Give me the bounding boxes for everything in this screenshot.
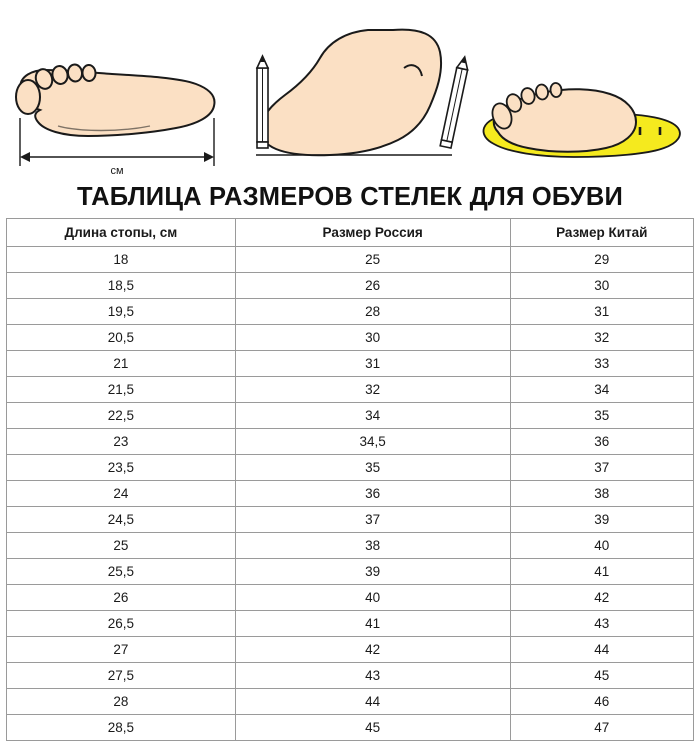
table-cell: 38 <box>510 481 693 507</box>
table-row <box>7 611 694 637</box>
foot-side-view-with-pencils <box>256 30 470 156</box>
table-cell: 31 <box>235 351 510 377</box>
pencil-right-icon <box>440 56 470 148</box>
column-header-russia-size: Размер Россия <box>235 219 510 247</box>
table-cell: 28 <box>235 299 510 325</box>
table-cell: 47 <box>510 715 693 741</box>
table-row <box>7 429 694 455</box>
table-cell: 25,5 <box>7 559 236 585</box>
size-table-container <box>0 218 700 741</box>
table-cell: 20,5 <box>7 325 236 351</box>
table-cell: 43 <box>510 611 693 637</box>
table-row <box>7 377 694 403</box>
pencil-left-icon <box>257 56 268 148</box>
table-cell: 27 <box>7 637 236 663</box>
table-cell: 40 <box>510 533 693 559</box>
table-header <box>7 219 694 247</box>
table-cell: 28 <box>7 689 236 715</box>
table-row <box>7 715 694 741</box>
table-cell: 42 <box>510 585 693 611</box>
table-cell: 31 <box>510 299 693 325</box>
column-header-china-size: Размер Китай <box>510 219 693 247</box>
table-cell: 33 <box>510 351 693 377</box>
table-cell: 34,5 <box>235 429 510 455</box>
table-row <box>7 533 694 559</box>
table-header-row <box>7 219 694 247</box>
table-row <box>7 507 694 533</box>
table-row <box>7 325 694 351</box>
table-cell: 26 <box>235 273 510 299</box>
table-cell: 36 <box>510 429 693 455</box>
table-row <box>7 663 694 689</box>
table-cell: 25 <box>7 533 236 559</box>
table-cell: 35 <box>235 455 510 481</box>
table-row <box>7 247 694 273</box>
table-cell: 29 <box>510 247 693 273</box>
table-cell: 43 <box>235 663 510 689</box>
table-cell: 41 <box>235 611 510 637</box>
table-cell: 39 <box>235 559 510 585</box>
table-cell: 23 <box>7 429 236 455</box>
table-cell: 46 <box>510 689 693 715</box>
table-cell: 37 <box>235 507 510 533</box>
table-row <box>7 299 694 325</box>
table-cell: 34 <box>510 377 693 403</box>
column-header-foot-length: Длина стопы, см <box>7 219 236 247</box>
table-row <box>7 351 694 377</box>
table-cell: 18,5 <box>7 273 236 299</box>
table-cell: 30 <box>510 273 693 299</box>
table-cell: 38 <box>235 533 510 559</box>
table-row <box>7 481 694 507</box>
table-cell: 21 <box>7 351 236 377</box>
page-title: ТАБЛИЦА РАЗМЕРОВ СТЕЛЕК ДЛЯ ОБУВИ <box>77 183 623 211</box>
table-row <box>7 403 694 429</box>
table-cell: 25 <box>235 247 510 273</box>
table-cell: 24,5 <box>7 507 236 533</box>
table-cell: 32 <box>235 377 510 403</box>
table-cell: 36 <box>235 481 510 507</box>
footprint-top-view <box>16 64 214 177</box>
table-row <box>7 689 694 715</box>
table-row <box>7 559 694 585</box>
table-cell: 35 <box>510 403 693 429</box>
table-cell: 24 <box>7 481 236 507</box>
ruler-label: см <box>110 165 124 177</box>
table-cell: 44 <box>235 689 510 715</box>
table-cell: 26 <box>7 585 236 611</box>
table-cell: 26,5 <box>7 611 236 637</box>
table-cell: 23,5 <box>7 455 236 481</box>
table-cell: 37 <box>510 455 693 481</box>
table-cell: 34 <box>235 403 510 429</box>
table-row <box>7 455 694 481</box>
table-row <box>7 273 694 299</box>
table-cell: 32 <box>510 325 693 351</box>
table-row <box>7 637 694 663</box>
table-cell: 41 <box>510 559 693 585</box>
table-cell: 40 <box>235 585 510 611</box>
table-cell: 27,5 <box>7 663 236 689</box>
table-cell: 18 <box>7 247 236 273</box>
table-body <box>7 247 694 741</box>
illustration-band <box>0 0 700 182</box>
table-cell: 30 <box>235 325 510 351</box>
table-cell: 28,5 <box>7 715 236 741</box>
table-row <box>7 585 694 611</box>
size-table <box>6 218 694 741</box>
table-cell: 45 <box>510 663 693 689</box>
table-cell: 42 <box>235 637 510 663</box>
table-cell: 45 <box>235 715 510 741</box>
table-cell: 22,5 <box>7 403 236 429</box>
foot-on-yellow-insole <box>483 82 679 157</box>
table-cell: 19,5 <box>7 299 236 325</box>
table-cell: 39 <box>510 507 693 533</box>
table-cell: 21,5 <box>7 377 236 403</box>
table-cell: 44 <box>510 637 693 663</box>
